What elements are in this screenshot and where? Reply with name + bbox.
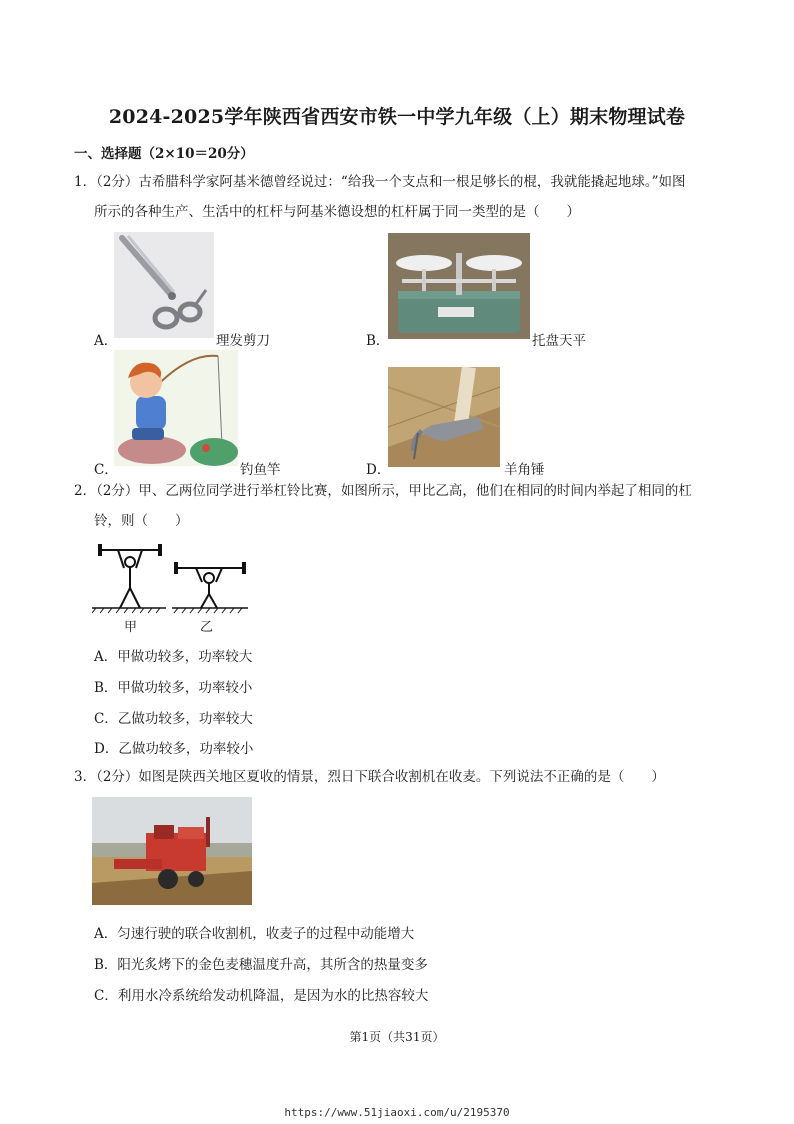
page-footer: 第1页（共31页） (349, 1030, 445, 1044)
q2-option-a: A．甲做功较多，功率较大 (94, 649, 253, 665)
weightlifting-figure (92, 538, 252, 614)
watermark-url: https://www.51jiaoxi.com/u/2195370 (284, 1106, 510, 1119)
q3-option-c: C．利用水冷系统给发动机降温，是因为水的比热容较大 (94, 988, 429, 1004)
q1-option-c-letter: C． (94, 462, 118, 478)
q1-text-line1: 1．（2分）古希腊科学家阿基米德曾经说过：“给我一个支点和一根足够长的棍，我就能撬起地球。”如图 (74, 174, 686, 190)
q1-option-a-letter: A． (94, 333, 118, 349)
scissors-image (114, 232, 214, 338)
figure-label-jia: 甲 (124, 620, 138, 635)
q3-option-b: B．阳光炙烤下的金色麦穗温度升高，其所含的热量变多 (94, 957, 428, 973)
q2-text-line1: 2．（2分）甲、乙两位同学进行举杠铃比赛，如图所示，甲比乙高，他们在相同的时间内举起了相同的杠 (74, 483, 692, 499)
q3-text-line1: 3．（2分）如图是陕西关地区夏收的情景，烈日下联合收割机在收麦。下列说法不正确的是（ ） (74, 769, 665, 785)
q1-option-d-letter: D． (366, 462, 391, 478)
q1-option-c-caption: 钓鱼竿 (240, 462, 281, 478)
figure-label-yi: 乙 (200, 620, 214, 635)
q1-option-b-letter: B． (366, 333, 390, 349)
q2-option-d: D．乙做功较多，功率较小 (94, 741, 254, 757)
fishing-rod-image (114, 350, 238, 466)
q2-text-line2: 铃，则（ ） (94, 513, 189, 529)
q1-option-a-caption: 理发剪刀 (216, 333, 270, 349)
q2-option-b: B．甲做功较多，功率较小 (94, 680, 253, 696)
page-title: 2024-2025学年陕西省西安市铁一中学九年级（上）期末物理试卷 (108, 106, 686, 128)
combine-harvester-image (92, 797, 252, 905)
q1-option-d-caption: 羊角锤 (504, 462, 545, 478)
section-heading: 一、选择题（2×10＝20分） (74, 146, 254, 162)
claw-hammer-image (388, 367, 500, 467)
balance-scale-image (388, 233, 530, 339)
q2-option-c: C．乙做功较多，功率较大 (94, 711, 253, 727)
q1-option-b-caption: 托盘天平 (532, 333, 586, 349)
q1-text-line2: 所示的各种生产、生活中的杠杆与阿基米德设想的杠杆属于同一类型的是（ ） (94, 204, 580, 220)
q3-option-a: A．匀速行驶的联合收割机，收麦子的过程中动能增大 (94, 926, 415, 942)
